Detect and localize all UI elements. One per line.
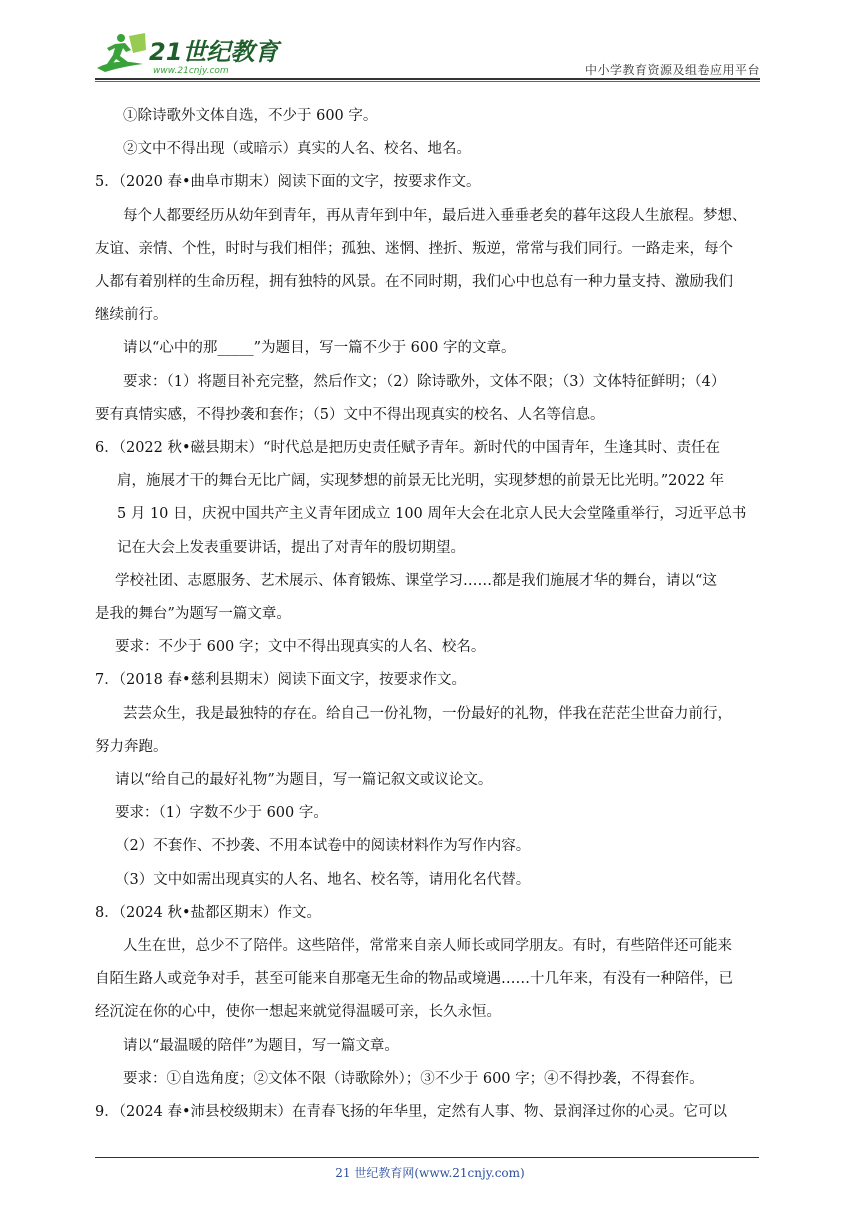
text-line: 友谊、亲情、个性，时时与我们相伴；孤独、迷惘、挫折、叛逆，常常与我们同行。一路走来，每个 xyxy=(95,240,733,257)
text-line: 自陌生路人或竞争对手，甚至可能来自那毫无生命的物品或境遇……十几年来，有没有一种陪伴，已 xyxy=(95,971,733,988)
text-line: 要求：①自选角度；②文体不限（诗歌除外）；③不少于 600 字；④不得抄袭，不得套作。 xyxy=(123,1070,704,1087)
text-line: 记在大会上发表重要讲话，提出了对青年的殷切期望。 xyxy=(117,539,465,556)
text-line: 要求：（1）将题目补充完整，然后作文；（2）除诗歌外，文体不限；（3）文体特征鲜明；（4） xyxy=(123,373,726,390)
logo-url: www.21cnjy.com xyxy=(153,66,229,76)
text-line: （2）不套作、不抄袭、不用本试卷中的阅读材料作为写作内容。 xyxy=(115,838,531,855)
text-line: 请以“心中的那_____”为题目，写一篇不少于 600 字的文章。 xyxy=(123,340,516,357)
footer-divider xyxy=(95,1157,759,1158)
header-divider xyxy=(95,78,760,80)
page-header xyxy=(95,30,760,80)
text-line: 5 月 10 日，庆祝中国共产主义青年团成立 100 周年大会在北京人民大会堂隆重举行，习近平总书 xyxy=(117,506,747,523)
question-heading: 9．（2024 春•沛县校级期末）在青春飞扬的年华里，定然有人事、物、景润泽过你的心灵。它可以 xyxy=(95,1104,728,1121)
logo-text: 21世纪教育 xyxy=(149,38,279,66)
text-line: ①除诗歌外文体自选，不少于 600 字。 xyxy=(123,108,378,124)
text-line: 每个人都要经历从幼年到青年，再从青年到中年，最后进入垂垂老矣的暮年这段人生旅程。梦想、 xyxy=(123,207,747,224)
question-heading: 5．（2020 春•曲阜市期末）阅读下面的文字，按要求作文。 xyxy=(95,174,481,191)
site-logo[interactable] xyxy=(95,30,285,76)
text-line: 要求：（1）字数不少于 600 字。 xyxy=(115,805,328,822)
text-line: 人生在世，总少不了陪伴。这些陪伴，常常来自亲人师长或同学朋友。有时，有些陪伴还可能来 xyxy=(123,938,732,955)
text-line: 要有真情实感，不得抄袭和套作；（5）文中不得出现真实的校名、人名等信息。 xyxy=(95,406,605,423)
text-line: 肩，施展才干的舞台无比广阔，实现梦想的前景无比光明，实现梦想的前景无比光明。”2022 年 xyxy=(117,473,725,490)
text-line: 经沉淀在你的心中，使你一想起来就觉得温暖可亲，长久永恒。 xyxy=(95,1004,501,1021)
text-line: 请以“给自己的最好礼物”为题目，写一篇记叙文或议论文。 xyxy=(115,772,493,789)
text-line: 人都有着别样的生命历程，拥有独特的风景。在不同时期，我们心中也总有一种力量支持、激励我们 xyxy=(95,274,733,291)
text-line: 是我的舞台”为题写一篇文章。 xyxy=(95,606,291,623)
text-line: 要求：不少于 600 字；文中不得出现真实的人名、校名。 xyxy=(115,639,486,656)
text-line: ②文中不得出现（或暗示）真实的人名、校名、地名。 xyxy=(123,141,471,158)
question-heading: 8．（2024 秋•盐都区期末）作文。 xyxy=(95,904,322,921)
runner-logo-icon xyxy=(95,30,285,76)
text-line: 请以“最温暖的陪伴”为题目，写一篇文章。 xyxy=(123,1037,399,1054)
text-line: 学校社团、志愿服务、艺术展示、体育锻炼、课堂学习……都是我们施展才华的舞台，请以“这 xyxy=(115,572,717,589)
platform-name: 中小学教育资源及组卷应用平台 xyxy=(584,63,760,77)
text-line: 努力奔跑。 xyxy=(95,738,168,755)
question-heading: 7．（2018 春•慈利县期末）阅读下面文字，按要求作文。 xyxy=(95,672,467,689)
header-divider-thin xyxy=(95,81,760,82)
text-line: （3）文中如需出现真实的人名、地名、校名等，请用化名代替。 xyxy=(115,871,531,888)
page-content xyxy=(95,100,765,1129)
question-heading: 6．（2022 秋•磁县期末）“时代总是把历史责任赋予青年。新时代的中国青年，生逢其时、责任在 xyxy=(95,440,720,457)
footer-link[interactable]: 21 世纪教育网(www.21cnjy.com) xyxy=(335,1166,525,1180)
text-line: 继续前行。 xyxy=(95,307,168,324)
text-line: 芸芸众生，我是最独特的存在。给自己一份礼物，一份最好的礼物，伴我在茫茫尘世奋力前行， xyxy=(123,705,732,722)
